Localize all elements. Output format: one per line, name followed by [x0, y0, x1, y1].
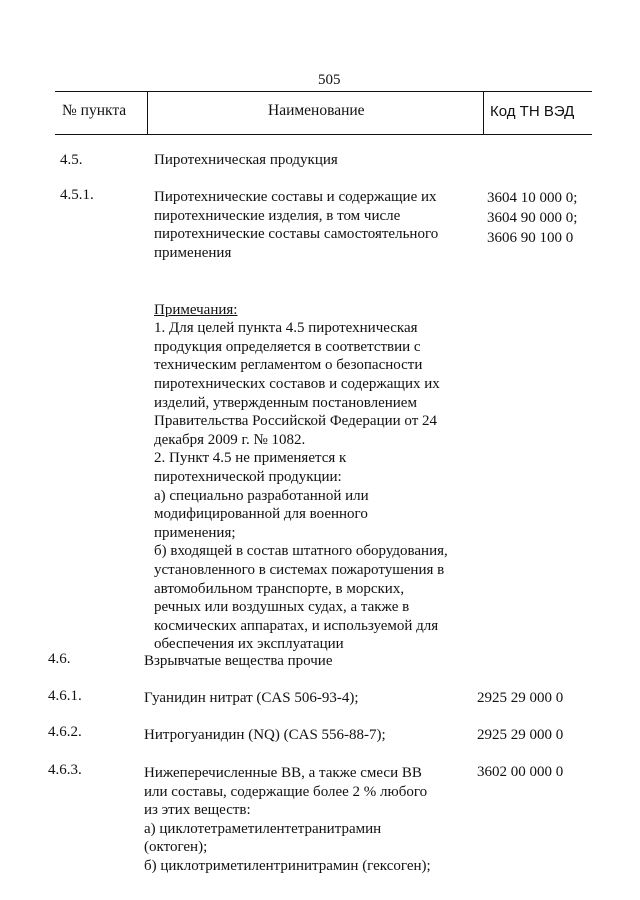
- row-number: 4.6.2.: [48, 724, 82, 740]
- row-code: 3604 10 000 0; 3604 90 000 0; 3606 90 100 0: [487, 190, 578, 246]
- row-code: 2925 29 000 0: [477, 690, 564, 706]
- header-bottom-rule: [55, 134, 592, 135]
- row-name: Пиротехническая продукция: [154, 152, 338, 168]
- row-name: Нижеперечисленные ВВ, а также смеси ВВ или составы, содержащие более 2 % любого из этих веществ: а) циклотетраметилентетранитрамин (октоген); б) циклотриметилентринитрамин (гексоген);: [144, 765, 431, 874]
- header-number: № пункта: [62, 102, 127, 119]
- row-number: 4.6.1.: [48, 688, 82, 704]
- header-code: Код ТН ВЭД: [490, 103, 575, 120]
- row-name: Гуанидин нитрат (CAS 506-93-4);: [144, 690, 359, 706]
- row-name: Пиротехнические составы и содержащие их пиротехнические изделия, в том числе пиротехнические составы самостоятельного применения: [154, 189, 439, 261]
- row-number: 4.6.3.: [48, 762, 82, 778]
- header-name: Наименование: [268, 102, 365, 119]
- page-number: 505: [318, 72, 341, 88]
- notes-block: [154, 282, 448, 654]
- header-divider-1: [147, 91, 148, 135]
- row-code: 3602 00 000 0: [477, 764, 564, 780]
- row-number: 4.5.: [60, 152, 83, 168]
- row-number: 4.6.: [48, 651, 71, 667]
- row-number: 4.5.1.: [60, 187, 94, 203]
- row-name: Взрывчатые вещества прочие: [144, 653, 333, 669]
- row-name: Нитрогуанидин (NQ) (CAS 556-88-7);: [144, 727, 386, 743]
- row-code: 2925 29 000 0: [477, 727, 564, 743]
- notes-title: Примечания:: [154, 301, 238, 318]
- notes-body: 1. Для целей пункта 4.5 пиротехническая продукция определяется в соответствии с техническим регламентом о безопасности пиротехнических составов и содержащих их изделий, утвержденным постановлением Правительства Российской Федерации от 24 декабря 2009 г. № 1082. 2. Пункт 4.5 не применяется к пиротехнической продукции: а) специально разработанной или модифицированной для военного применения; б) входящей в состав штатного оборудования, установленного в системах пожаротушения в автомобильном транспорте, в морских, речных или воздушных судах, а также в космических аппаратах, и используемой для обеспечения их эксплуатации: [154, 320, 448, 653]
- header-divider-2: [483, 91, 484, 135]
- header-top-rule: [55, 91, 592, 92]
